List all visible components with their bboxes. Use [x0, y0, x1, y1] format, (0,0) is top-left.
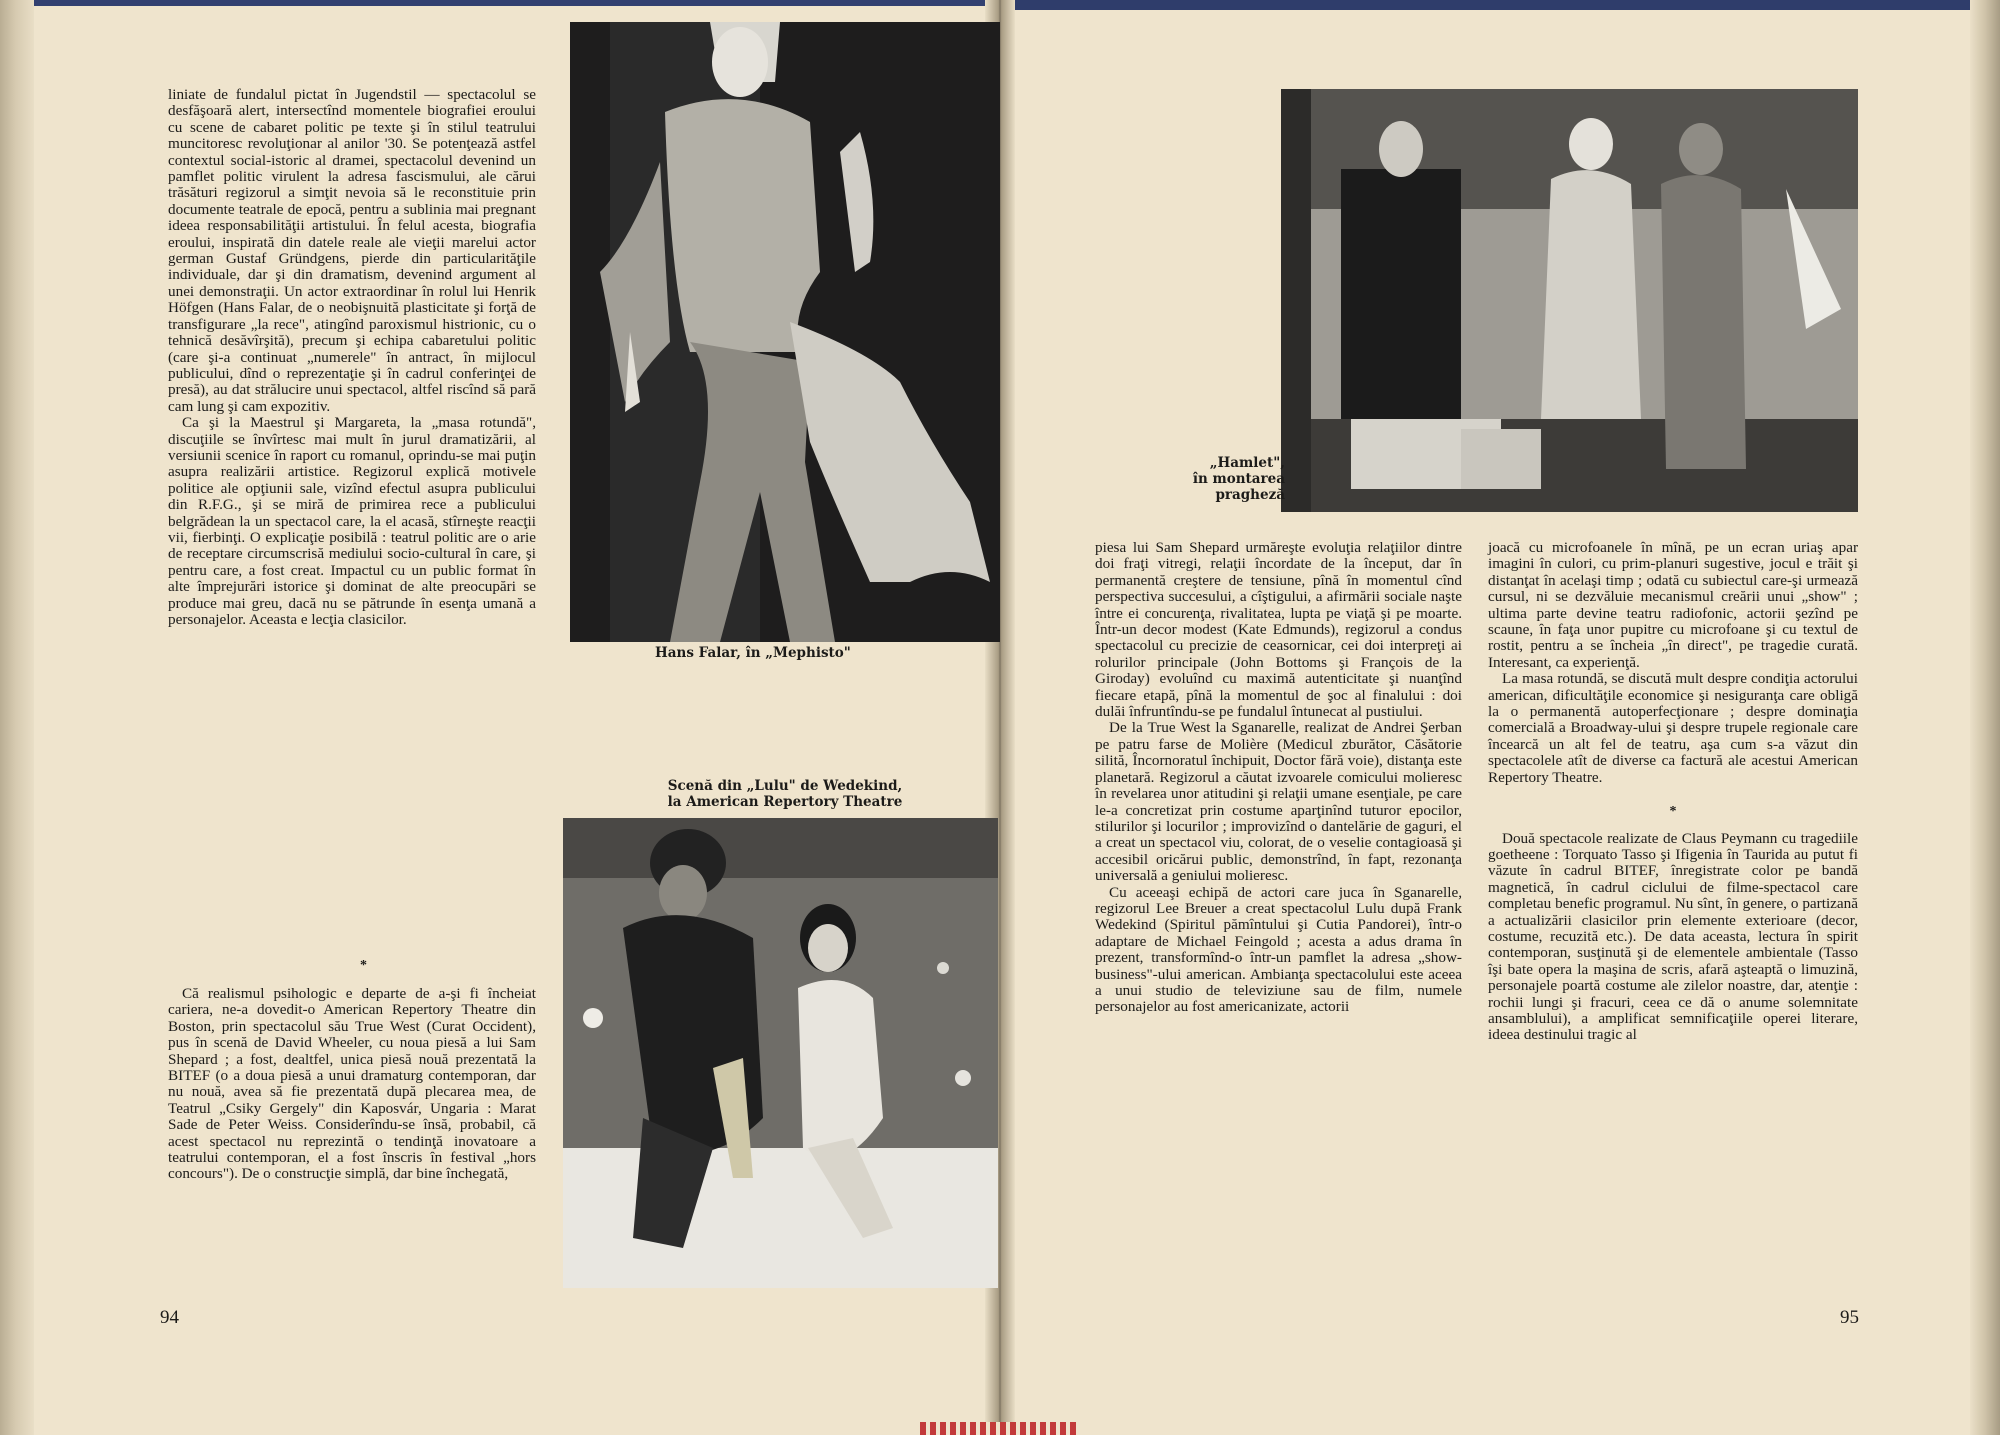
- cover-edge-left: [0, 0, 1000, 6]
- paragraph: joacă cu microfoanele în mînă, pe un ecran uriaş apar imagini în culori, cu prim-planuri sugestive, jocul e trăit şi distanţat în acelaşi timp ; odată cu subiectul care-şi urmează cursul, ni se dezvăluie mecanismul creării unui „show" ; ultima parte devine teatru radiofonic, actorii şezînd pe scaune, în faţa unor pupitre cu microfoane şi cu textul de rostit, pentru a se încheia „în direct", pe tragedie curată. Interesant, ca experienţă.: [1488, 539, 1858, 671]
- caption-line: Scenă din „Lulu" de Wedekind,: [667, 778, 903, 794]
- right-text-column-b: [1488, 540, 1858, 1044]
- page-edge-right: [1970, 0, 2000, 1435]
- paragraph: De la True West la Sganarelle, realizat de Andrei Şerban pe patru farse de Molière (Medicul zburător, Căsătorie silită, Încornoratul închipuit, Doctor fără voie), distanţa este planetară. Regizorul a căutat izvoarele comicului molieresc în revelarea unor atitudini şi relaţii umane esenţiale, pe care le-a concretizat prin costume aparţinînd tuturor epocilor, stilurilor şi locurilor ; improvizînd o dantelărie de gaguri, el a creat un spectacol viu, colorat, de o veselie contagioasă şi accesibil oricărui public, demonstrînd, în fapt, rezonanţa universală a geniului molieresc.: [1095, 719, 1462, 885]
- photo-mephisto: [570, 22, 1000, 642]
- section-separator: *: [1669, 804, 1677, 820]
- caption-hamlet: [1135, 455, 1285, 503]
- page-number-left: 94: [160, 1307, 179, 1328]
- binding-stitch: [920, 1422, 1080, 1435]
- paragraph: Cu aceeaşi echipă de actori care juca în Sganarelle, regizorul Lee Breuer a creat spectacolul Lulu după Frank Wedekind (Spiritul pămîntului şi Cutia Pandorei), într-o adaptare de Michael Feingold ; acesta a adus drama în prezent, transformînd-o într-un pamflet la adresa „show-business"-ului american. Ambianţa spectacolului este aceea a unui studio de televiziune sau de film, numele personajelor au fost americanizate, actorii: [1095, 883, 1462, 1016]
- paragraph: Ca şi la Maestrul şi Margareta, la „masa rotundă", discuţiile se învîrtesc mai mult în jurul dramatizării, al versiunii scenice în raport cu romanul, oprindu-se mai puţin asupra realizării artistice. Regizorul explică motivele politice ale opţiunii sale, vizînd efectul asupra publicului din R.F.G., şi se miră de primirea rece a publicului belgrădean la un spectacol care, la el acasă, stîrneşte reacţii vii, fierbinţi. O explicaţie posibilă : teatrul politic are o arie de receptare circumscrisă mediului socio-cultural în care, şi pentru care, a fost creat. Impactul cu un public format în alte împrejurări istorice şi dominat de alte preocupări se produce mai greu, dacă nu se pătrunde în esenţa umană a personajelor. Aceasta e lecţia clasicilor.: [168, 414, 536, 628]
- left-text-column-a: [168, 87, 536, 628]
- paragraph: piesa lui Sam Shepard urmăreşte evoluţia relaţiilor dintre doi fraţi vitregi, relaţii încordate de la început, dar în permanentă creştere de tensiune, pînă în momentul cînd perspectiva succesului, a cîştigului, a afirmării sociale naşte între ei concurenţa, rivalitatea, lupta pe viaţă şi pe moarte. Într-un decor modest (Kate Edmunds), regizorul a condus spectacolul cu precizie de ceasornicar, cei doi interpreţi ai rolurilor principale (John Bottoms şi François de la Giroday) evoluînd cu maximă autenticitate şi nuanţînd fiecare etapă, pînă la momentul de şoc al finalului : doi dulăi înfruntîndu-se pe fundalul întunecat al pustiului.: [1095, 539, 1462, 721]
- paragraph: Că realismul psihologic e departe de a-şi fi încheiat cariera, ne-a dovedit-o American Repertory Theatre din Boston, prin spectacolul său True West (Curat Occident), pus în scenă de David Wheeler, cu noua piesă a lui Sam Shepard ; a fost, dealtfel, unica piesă nouă prezentată la BITEF (o a doua piesă a unui dramaturg contemporan, dar nu nouă, avea să fie prezentată după plecarea mea, de Teatrul „Csiky Gergely" din Kaposvár, Ungaria : Marat Sade de Peter Weiss. Considerîndu-se însă, probabil, că acest spectacol nu reprezintă o tendinţă inovatoare a teatrului contemporan, el a fost înscris în festival „hors concours"). De o construcţie simplă, dar bine închegată,: [168, 985, 536, 1183]
- caption-line: în montarea: [1192, 471, 1285, 487]
- caption-line: la American Repertory Theatre: [667, 794, 903, 810]
- page-edge-left: [0, 0, 34, 1435]
- page-number-right: 95: [1840, 1307, 1859, 1328]
- right-text-column-a: [1095, 540, 1462, 1016]
- caption-lulu: [635, 778, 935, 810]
- photo-lulu: [563, 818, 998, 1288]
- paragraph: La masa rotundă, se discută mult despre condiţia actorului american, dificultăţile economice şi nesiguranţa care obligă la o permanentă autoperfecţionare ; despre dominaţia comercială a Broadway-ului şi despre trupele regionale care încearcă un alt fel de teatru, aşa cum s-a văzut din spectacolele atît de diverse ca factură ale acestui American Repertory Theatre.: [1488, 670, 1858, 786]
- caption-line: pragheză: [1215, 487, 1285, 503]
- paragraph: liniate de fundalul pictat în Jugendstil — spectacolul se desfăşoară alert, intersectînd momentele biografiei eroului cu scene de cabaret politic pe texte şi în stilul teatrului muncitoresc revoluţionar al anilor '30. Se potenţează astfel contextul social-istoric al dramei, spectacolul devenind un pamflet politic virulent la adresa fascismului, ale cărui trăsături regizorul a simţit nevoia să le reconstituie prin documente teatrale de epocă, pentru a sublinia mai pregnant ideea responsabilităţii artistului. În felul acesta, biografia eroului, inspirată din datele reale ale vieţii marelui actor german Gustaf Gründgens, pierde din particularităţile individuale, dar şi din dramatism, devenind argument al unei demonstraţii. Un actor extraordinar în rolul lui Henrik Höfgen (Hans Falar, de o neobişnuită plasticitate şi forţă de transfigurare „la rece", atingînd paroxismul histrionic, cu o tehnică desăvîrşită), precum şi echipa cabaretului politic (care şi-a continuat „numerele" în antract, în mijlocul publicului, dînd o reprezentaţie şi în cadrul conferinţei de presă), au dat strălucire unui spectacol, altfel riscînd să pară cam lung şi cam expozitiv.: [168, 86, 536, 415]
- section-separator: *: [360, 958, 367, 973]
- left-text-column-b: [168, 986, 536, 1183]
- photo-hamlet: [1281, 89, 1858, 512]
- caption-mephisto: Hans Falar, în „Mephisto": [655, 645, 851, 661]
- paragraph: Două spectacole realizate de Claus Peymann cu tragediile goetheene : Torquato Tasso şi Ifigenia în Taurida au putut fi văzute în cadrul BITEF, înregistrate color pe bandă magnetică, în cadrul ciclului de filme-spectacol care completau benefic programul. Nu sînt, în genere, o partizană a actualizării clasicilor prin elemente exterioare (decor, costume, recuzită etc.). De data aceasta, lectura în spirit contemporan, susţinută şi de elementele ambientale (Tasso îşi bate opera la maşina de scris, afară aşteaptă o limuzină, personajele poartă costume ale zilelor noastre, dar, atenţie : rochii lungi şi fracuri, ceea ce dă o anume solemnitate ansamblului), a amplificat semnificaţiile operei literare, ideea destinului tragic al: [1488, 829, 1858, 1044]
- cover-edge-right: [1000, 0, 2000, 10]
- caption-line: „Hamlet",: [1209, 455, 1285, 471]
